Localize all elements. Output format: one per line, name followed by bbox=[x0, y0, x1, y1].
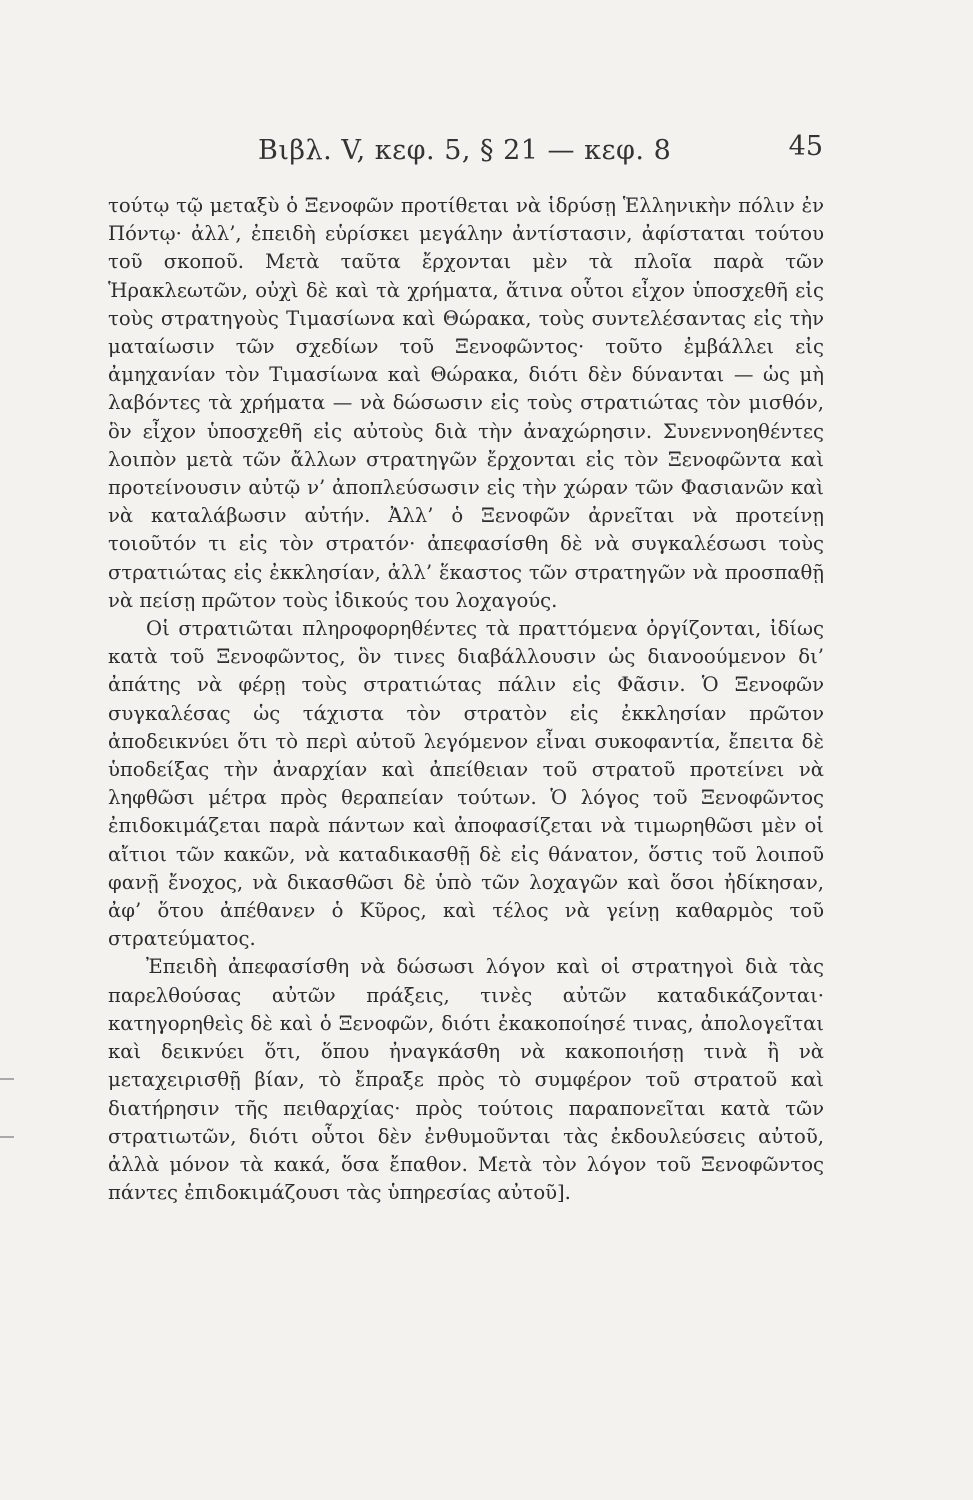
page-header bbox=[118, 131, 823, 175]
body-text bbox=[108, 192, 824, 1207]
paragraph-3: Ἐπειδὴ ἀπεφασίσθη νὰ δώσωσι λόγον καὶ οἱ στρατηγοὶ διὰ τὰς παρελθούσας αὐτῶν πράξεις, τινὲς αὐτῶν καταδικάζονται· κατηγορηθεὶς δὲ καὶ ὁ Ξενοφῶν, διότι ἐκακοποίησέ τινας, ἀπολογεῖται καὶ δεικνύει ὅτι, ὅπου ἠναγκάσθη νὰ κακοποιήσῃ τινὰ ἢ νὰ μεταχειρισθῇ βίαν, τὸ ἔπραξε πρὸς τὸ συμφέρον τοῦ στρατοῦ καὶ διατήρησιν τῆς πειθαρχίας· πρὸς τούτοις παραπονεῖται κατὰ τῶν στρατιωτῶν, διότι οὗτοι δὲν ἐνθυμοῦνται τὰς ἐκδουλεύσεις αὐτοῦ, ἀλλὰ μόνον τὰ κακά, ὅσα ἔπαθον. Μετὰ τὸν λόγον τοῦ Ξενοφῶντος πάντες ἐπιδοκιμάζουσι τὰς ὑπηρεσίας αὐτοῦ]. bbox=[108, 955, 824, 1205]
margin-mark bbox=[0, 1078, 14, 1080]
paragraph-2: Οἱ στρατιῶται πληροφορηθέντες τὰ πραττόμενα ὀργίζονται, ἰδίως κατὰ τοῦ Ξενοφῶντος, ὃν τινες διαβάλλουσιν ὡς διανοούμενον δι’ ἀπάτης νὰ φέρῃ τοὺς στρατιώτας πάλιν εἰς Φᾶσιν. Ὁ Ξενοφῶν συγκαλέσας ὡς τάχιστα τὸν στρατὸν εἰς ἐκκλησίαν πρῶτον ἀποδεικνύει ὅτι τὸ περὶ αὐτοῦ λεγόμενον εἶναι συκοφαντία, ἔπειτα δὲ ὑποδείξας τὴν ἀναρχίαν καὶ ἀπείθειαν τοῦ στρατοῦ προτείνει νὰ ληφθῶσι μέτρα πρὸς θεραπείαν τούτων. Ὁ λόγος τοῦ Ξενοφῶντος ἐπιδοκιμάζεται παρὰ πάντων καὶ ἀποφασίζεται νὰ τιμωρηθῶσι μὲν οἱ αἴτιοι τῶν κακῶν, νὰ καταδικασθῇ δὲ εἰς θάνατον, ὅστις τοῦ λοιποῦ φανῇ ἔνοχος, νὰ δικασθῶσι δὲ ὑπὸ τῶν λοχαγῶν καὶ ὅσοι ἠδίκησαν, ἀφ’ ὅτου ἀπέθανεν ὁ Κῦρος, καὶ τέλος νὰ γείνῃ καθαρμὸς τοῦ στρατεύματος. bbox=[108, 617, 824, 951]
page-number: 45 bbox=[788, 131, 823, 162]
margin-mark bbox=[0, 1136, 14, 1138]
paragraph-1: τούτῳ τῷ μεταξὺ ὁ Ξενοφῶν προτίθεται νὰ ἱδρύσῃ Ἑλληνικὴν πόλιν ἐν Πόντῳ· ἀλλ’, ἐπειδὴ εὑρίσκει μεγάλην ἀντίστασιν, ἀφίσταται τούτου τοῦ σκοποῦ. Μετὰ ταῦτα ἔρχονται μὲν τὰ πλοῖα παρὰ τῶν Ἡρακλεωτῶν, οὐχὶ δὲ καὶ τὰ χρήματα, ἅτινα οὗτοι εἶχον ὑποσχεθῆ εἰς τοὺς στρατηγοὺς Τιμασίωνα καὶ Θώρακα, τοὺς συντελέσαντας εἰς τὴν ματαίωσιν τῶν σχεδίων τοῦ Ξενοφῶντος· τοῦτο ἐμβάλλει εἰς ἀμηχανίαν τὸν Τιμασίωνα καὶ Θώρακα, διότι δὲν δύνανται — ὡς μὴ λαβόντες τὰ χρήματα — νὰ δώσωσιν εἰς τοὺς στρατιώτας τὸν μισθόν, ὃν εἶχον ὑποσχεθῆ εἰς αὐτοὺς διὰ τὴν ἀναχώρησιν. Συνεννοηθέντες λοιπὸν μετὰ τῶν ἄλλων στρατηγῶν ἔρχονται εἰς τὸν Ξενοφῶντα καὶ προτείνουσιν αὐτῷ ν’ ἀποπλεύσωσιν εἰς τὴν χώραν τῶν Φασιανῶν καὶ νὰ καταλάβωσιν αὐτήν. Ἀλλ’ ὁ Ξενοφῶν ἀρνεῖται νὰ προτείνῃ τοιοῦτόν τι εἰς τὸν στρατόν· ἀπεφασίσθη δὲ νὰ συγκαλέσωσι τοὺς στρατιώτας εἰς ἐκκλησίαν, ἀλλ’ ἕκαστος τῶν στρατηγῶν νὰ προσπαθῇ νὰ πείσῃ πρῶτον τοὺς ἰδικούς του λοχαγούς. bbox=[108, 194, 824, 612]
running-head: Βιβλ. V, κεφ. 5, § 21 — κεφ. 8 bbox=[258, 135, 672, 166]
